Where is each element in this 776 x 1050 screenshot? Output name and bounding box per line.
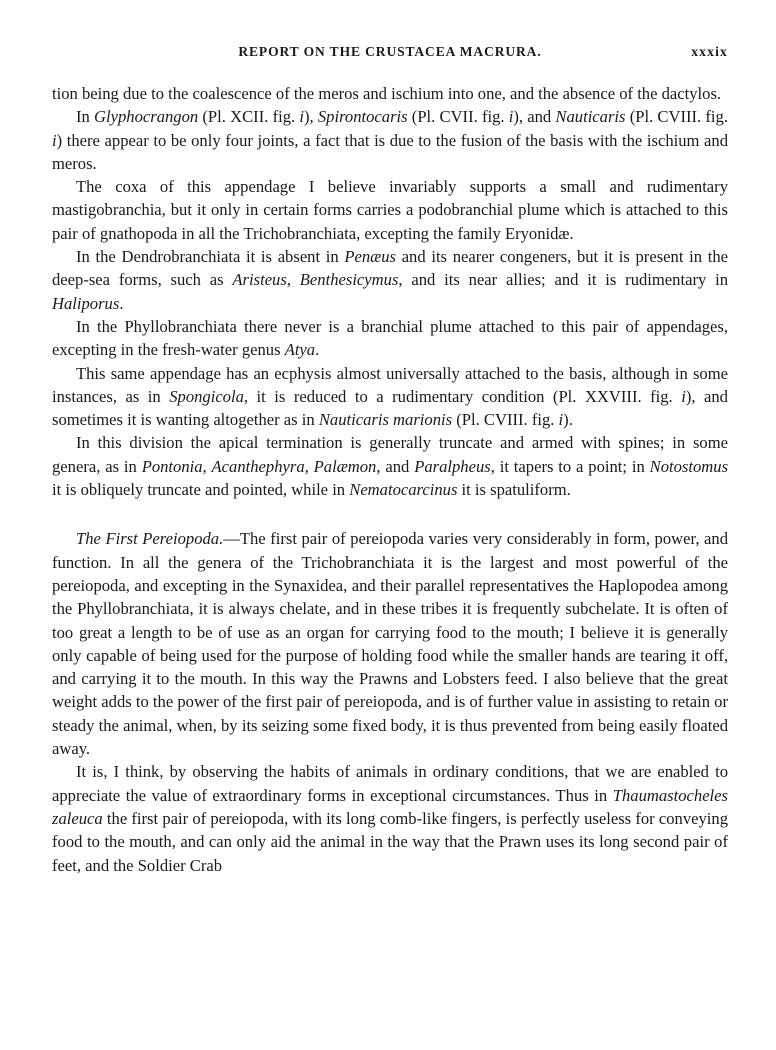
page-number: xxxix xyxy=(691,44,728,59)
paragraph-glyphocrangon: In Glyphocrangon (Pl. XCII. fig. i), Spirontocaris (Pl. CVII. fig. i), and Nauticaris (Pl. CVIII. fig. i) there appear to be only four joints, a fact that is due to the fusion of the basis with the ischium and meros. xyxy=(52,107,728,173)
paragraph-first-pereiopoda: The First Pereiopoda.—The first pair of pereiopoda varies very considerably in form, power, and function. In all the genera of the Trichobranchiata it is the largest and most powerful of the pereiopoda, and excepting in the Synaxidea, and their parallel representatives the Haplopodea among the Phyllobranchiata, it is always chelate, and in these tribes it is frequently subchelate. It is often of too great a length to be of use as an organ for carrying food to the mouth; I believe it is generally only capable of being used for the purpose of holding food while the smaller hands are tearing it off, and carrying it to the mouth. In this way the Prawns and Lobsters feed. I also believe that the great weight adds to the power of the first pair of pereiopoda, and is of further value in assisting to retain or steady the animal, when, by its seizing some fixed body, it is thus prevented from being easily floated away. xyxy=(52,529,729,759)
running-title: REPORT ON THE CRUSTACEA MACRURA. xyxy=(238,44,542,59)
paragraph-dendrobranchiata: In the Dendrobranchiata it is absent in Penæus and its nearer congeners, but it is present in the deep-sea forms, such as Aristeus, Benthesicymus, and its near allies; and it is rudimentary in Haliporus. xyxy=(52,247,728,313)
body-text xyxy=(52,82,728,877)
paragraph-apical-termination: In this division the apical termination is generally truncate and armed with spines; in some genera, as in Pontonia, Acanthephyra, Palæmon, and Paralpheus, it tapers to a point; in Notostomus it is obliquely truncate and pointed, while in Nematocarcinus it is spatuliform. xyxy=(52,433,729,500)
paragraph-coxa: The coxa of this appendage I believe invariably supports a small and rudimentary mastigobranchia, but it only in certain forms carries a podobranchial plume which is attached to this pair of gnathopoda in all the Trichobranchiata, excepting the family Eryonidæ. xyxy=(52,177,728,243)
paragraph-habits: It is, I think, by observing the habits of animals in ordinary conditions, that we are enabled to appreciate the value of extraordinary forms in exceptional circumstances. Thus in Thaumastocheles zaleuca the first pair of pereiopoda, with its long comb-like fingers, is perfectly useless for conveying food to the mouth, and can only aid the animal in the way that the Prawn uses its long second pair of feet, and the Soldier Crab xyxy=(52,762,728,875)
section-heading: The First Pereiopoda. xyxy=(76,529,224,549)
paragraph-continuation: tion being due to the coalescence of the meros and ischium into one, and the absence of the dactylos. xyxy=(52,84,722,103)
paragraph-ecphysis: This same appendage has an ecphysis almost universally attached to the basis, although in some instances, as in Spongicola, it is reduced to a rudimentary condition (Pl. XXVIII. fig. i), and sometimes it is wanting altogether as in Nauticaris marionis (Pl. CVIII. fig. i). xyxy=(52,363,728,430)
running-header xyxy=(52,44,728,66)
paragraph-phyllobranchiata: In the Phyllobranchiata there never is a branchial plume attached to this pair of appendages, excepting in the fresh-water genus Atya. xyxy=(52,316,728,360)
